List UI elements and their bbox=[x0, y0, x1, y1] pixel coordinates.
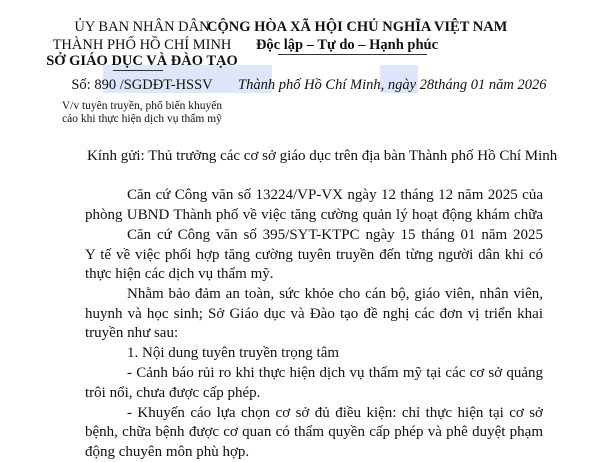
body-line: Nhằm bảo đảm an toàn, sức khỏe cho cán bộ, giáo viên, nhân viên, bbox=[127, 286, 543, 302]
section-heading: 1. Nội dung tuyên truyền trọng tâm bbox=[127, 345, 340, 361]
body-line: - Khuyến cáo lựa chọn cơ sở đủ điều kiện: chỉ thực hiện tại cơ sở bbox=[127, 405, 543, 421]
divider bbox=[278, 54, 427, 55]
body-line: truyền như sau: bbox=[85, 325, 179, 341]
document-date: Thành phố Hồ Chí Minh, ngày 28tháng 01 năm 2026 bbox=[238, 77, 547, 93]
divider bbox=[113, 70, 163, 71]
body-line: bệnh, chữa bệnh được cơ quan có thẩm quyền cấp phép và phê duyệt phạm bbox=[85, 424, 543, 440]
body-line: huynh và học sinh; Sở Giáo dục và Đào tạo đề nghị các đơn vị triển khai bbox=[85, 306, 543, 322]
recipient: Kính gửi: Thủ trưởng các cơ sở giáo dục trên địa bàn Thành phố Hồ Chí Minh bbox=[87, 148, 558, 164]
body-line: Y tế về việc phối hợp tăng cường tuyên truyền đến từng người dân khi có bbox=[85, 247, 543, 263]
body-line: trôi nổi, chưa được cấp phép. bbox=[85, 385, 261, 401]
body-line: thực hiện các dịch vụ thẩm mỹ. bbox=[85, 266, 274, 282]
body-line: Căn cứ Công văn số 13224/VP-VX ngày 12 tháng 12 năm 2025 của bbox=[127, 187, 543, 203]
subject-line-1: V/v tuyên truyền, phổ biến khuyến bbox=[61, 100, 223, 112]
body-line: - Cảnh báo rủi ro khi thực hiện dịch vụ thẩm mỹ tại các cơ sở quảng bbox=[127, 365, 543, 381]
national-title: CỘNG HÒA XÃ HỘI CHỦ NGHĨA VIỆT NAM bbox=[207, 19, 508, 35]
national-motto: Độc lập – Tự do – Hạnh phúc bbox=[255, 37, 439, 53]
subject-line-2: cáo khi thực hiện dịch vụ thẩm mỹ bbox=[62, 113, 222, 125]
agency-name: SỞ GIÁO DỤC VÀ ĐÀO TẠO bbox=[46, 53, 238, 69]
body-line: Căn cứ Công văn số 395/SYT-KTPC ngày 15 tháng 01 năm 2025 bbox=[127, 227, 543, 243]
agency-city: THÀNH PHỐ HỒ CHÍ MINH bbox=[52, 37, 232, 53]
agency-parent: ỦY BAN NHÂN DÂN bbox=[74, 19, 210, 35]
body-line: phòng UBND Thành phố về việc tăng cường quản lý hoạt động khám chữa bbox=[85, 207, 543, 223]
body-line: động chuyên môn phù hợp. bbox=[85, 444, 250, 460]
document-number: Số: 890 /SGDĐT-HSSV bbox=[71, 77, 213, 93]
